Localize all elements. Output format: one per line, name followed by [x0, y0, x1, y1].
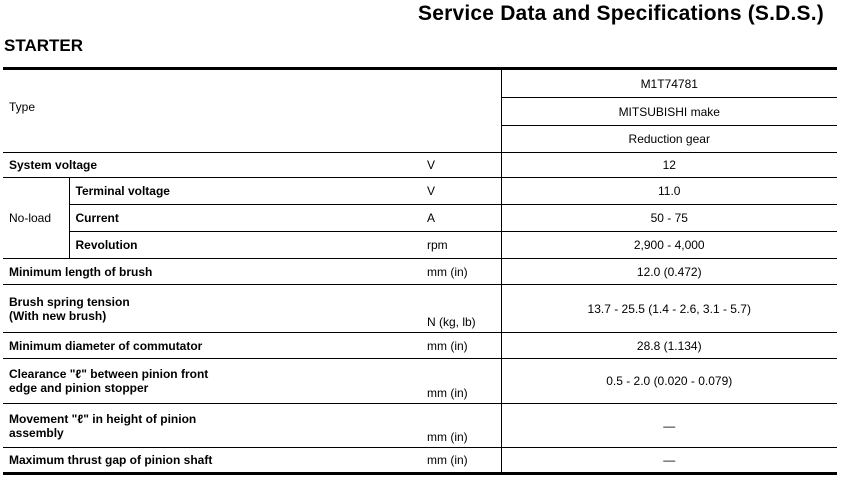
- type-gear-value: Reduction gear: [501, 126, 837, 153]
- table-row-brush-length: [3, 259, 837, 285]
- system-voltage-value: 12: [501, 153, 837, 178]
- table-row-commutator: [3, 333, 837, 359]
- clearance-value: 0.5 - 2.0 (0.020 - 0.079): [501, 359, 837, 404]
- spring-tension-label-line2: (With new brush): [9, 308, 107, 323]
- table-row-current: [3, 205, 837, 232]
- system-voltage-unit: V: [423, 153, 501, 178]
- current-value: 50 - 75: [501, 205, 837, 232]
- type-make-value: MITSUBISHI make: [501, 98, 837, 126]
- table-row-movement: [3, 404, 837, 448]
- current-unit: A: [423, 205, 501, 232]
- page-title: Service Data and Specifications (S.D.S.): [418, 2, 824, 25]
- spring-tension-value: 13.7 - 25.5 (1.4 - 2.6, 3.1 - 5.7): [501, 285, 837, 333]
- clearance-label: [3, 359, 423, 404]
- terminal-voltage-label: Terminal voltage: [69, 178, 423, 205]
- table-row-revolution: [3, 232, 837, 259]
- commutator-unit: mm (in): [423, 333, 501, 359]
- brush-length-label: Minimum length of brush: [3, 259, 423, 285]
- thrust-gap-label: Maximum thrust gap of pinion shaft: [3, 448, 423, 474]
- spring-tension-unit: N (kg, lb): [423, 285, 501, 333]
- commutator-value: 28.8 (1.134): [501, 333, 837, 359]
- system-voltage-label: System voltage: [3, 153, 423, 178]
- clearance-label-line2: edge and pinion stopper: [9, 381, 149, 395]
- movement-value: —: [501, 404, 837, 448]
- commutator-label: Minimum diameter of commutator: [3, 333, 423, 359]
- clearance-label-line1: Clearance "ℓ" between pinion front: [9, 367, 209, 381]
- spring-tension-label: [3, 285, 423, 333]
- table-row-thrust-gap: [3, 448, 837, 474]
- table-row-type: [3, 69, 837, 98]
- movement-label: [3, 404, 423, 448]
- clearance-unit: mm (in): [423, 359, 501, 404]
- thrust-gap-value: —: [501, 448, 837, 474]
- current-label: Current: [69, 205, 423, 232]
- spring-tension-label-line1: Brush spring tension: [9, 294, 130, 309]
- spec-table: [3, 67, 837, 475]
- brush-length-value: 12.0 (0.472): [501, 259, 837, 285]
- type-model-value: M1T74781: [501, 69, 837, 98]
- table-row-spring-tension: [3, 285, 837, 333]
- section-title: STARTER: [4, 36, 84, 55]
- revolution-unit: rpm: [423, 232, 501, 259]
- table-row-terminal-voltage: [3, 178, 837, 205]
- movement-unit: mm (in): [423, 404, 501, 448]
- terminal-voltage-unit: V: [423, 178, 501, 205]
- terminal-voltage-value: 11.0: [501, 178, 837, 205]
- movement-label-line1: Movement "ℓ" in height of pinion: [9, 411, 197, 426]
- revolution-value: 2,900 - 4,000: [501, 232, 837, 259]
- movement-label-line2: assembly: [9, 425, 64, 440]
- type-label: Type: [3, 69, 501, 153]
- brush-length-unit: mm (in): [423, 259, 501, 285]
- table-row-clearance: [3, 359, 837, 404]
- table-row-system-voltage: [3, 153, 837, 178]
- thrust-gap-unit: mm (in): [423, 448, 501, 474]
- no-load-label: No-load: [3, 178, 69, 259]
- revolution-label: Revolution: [69, 232, 423, 259]
